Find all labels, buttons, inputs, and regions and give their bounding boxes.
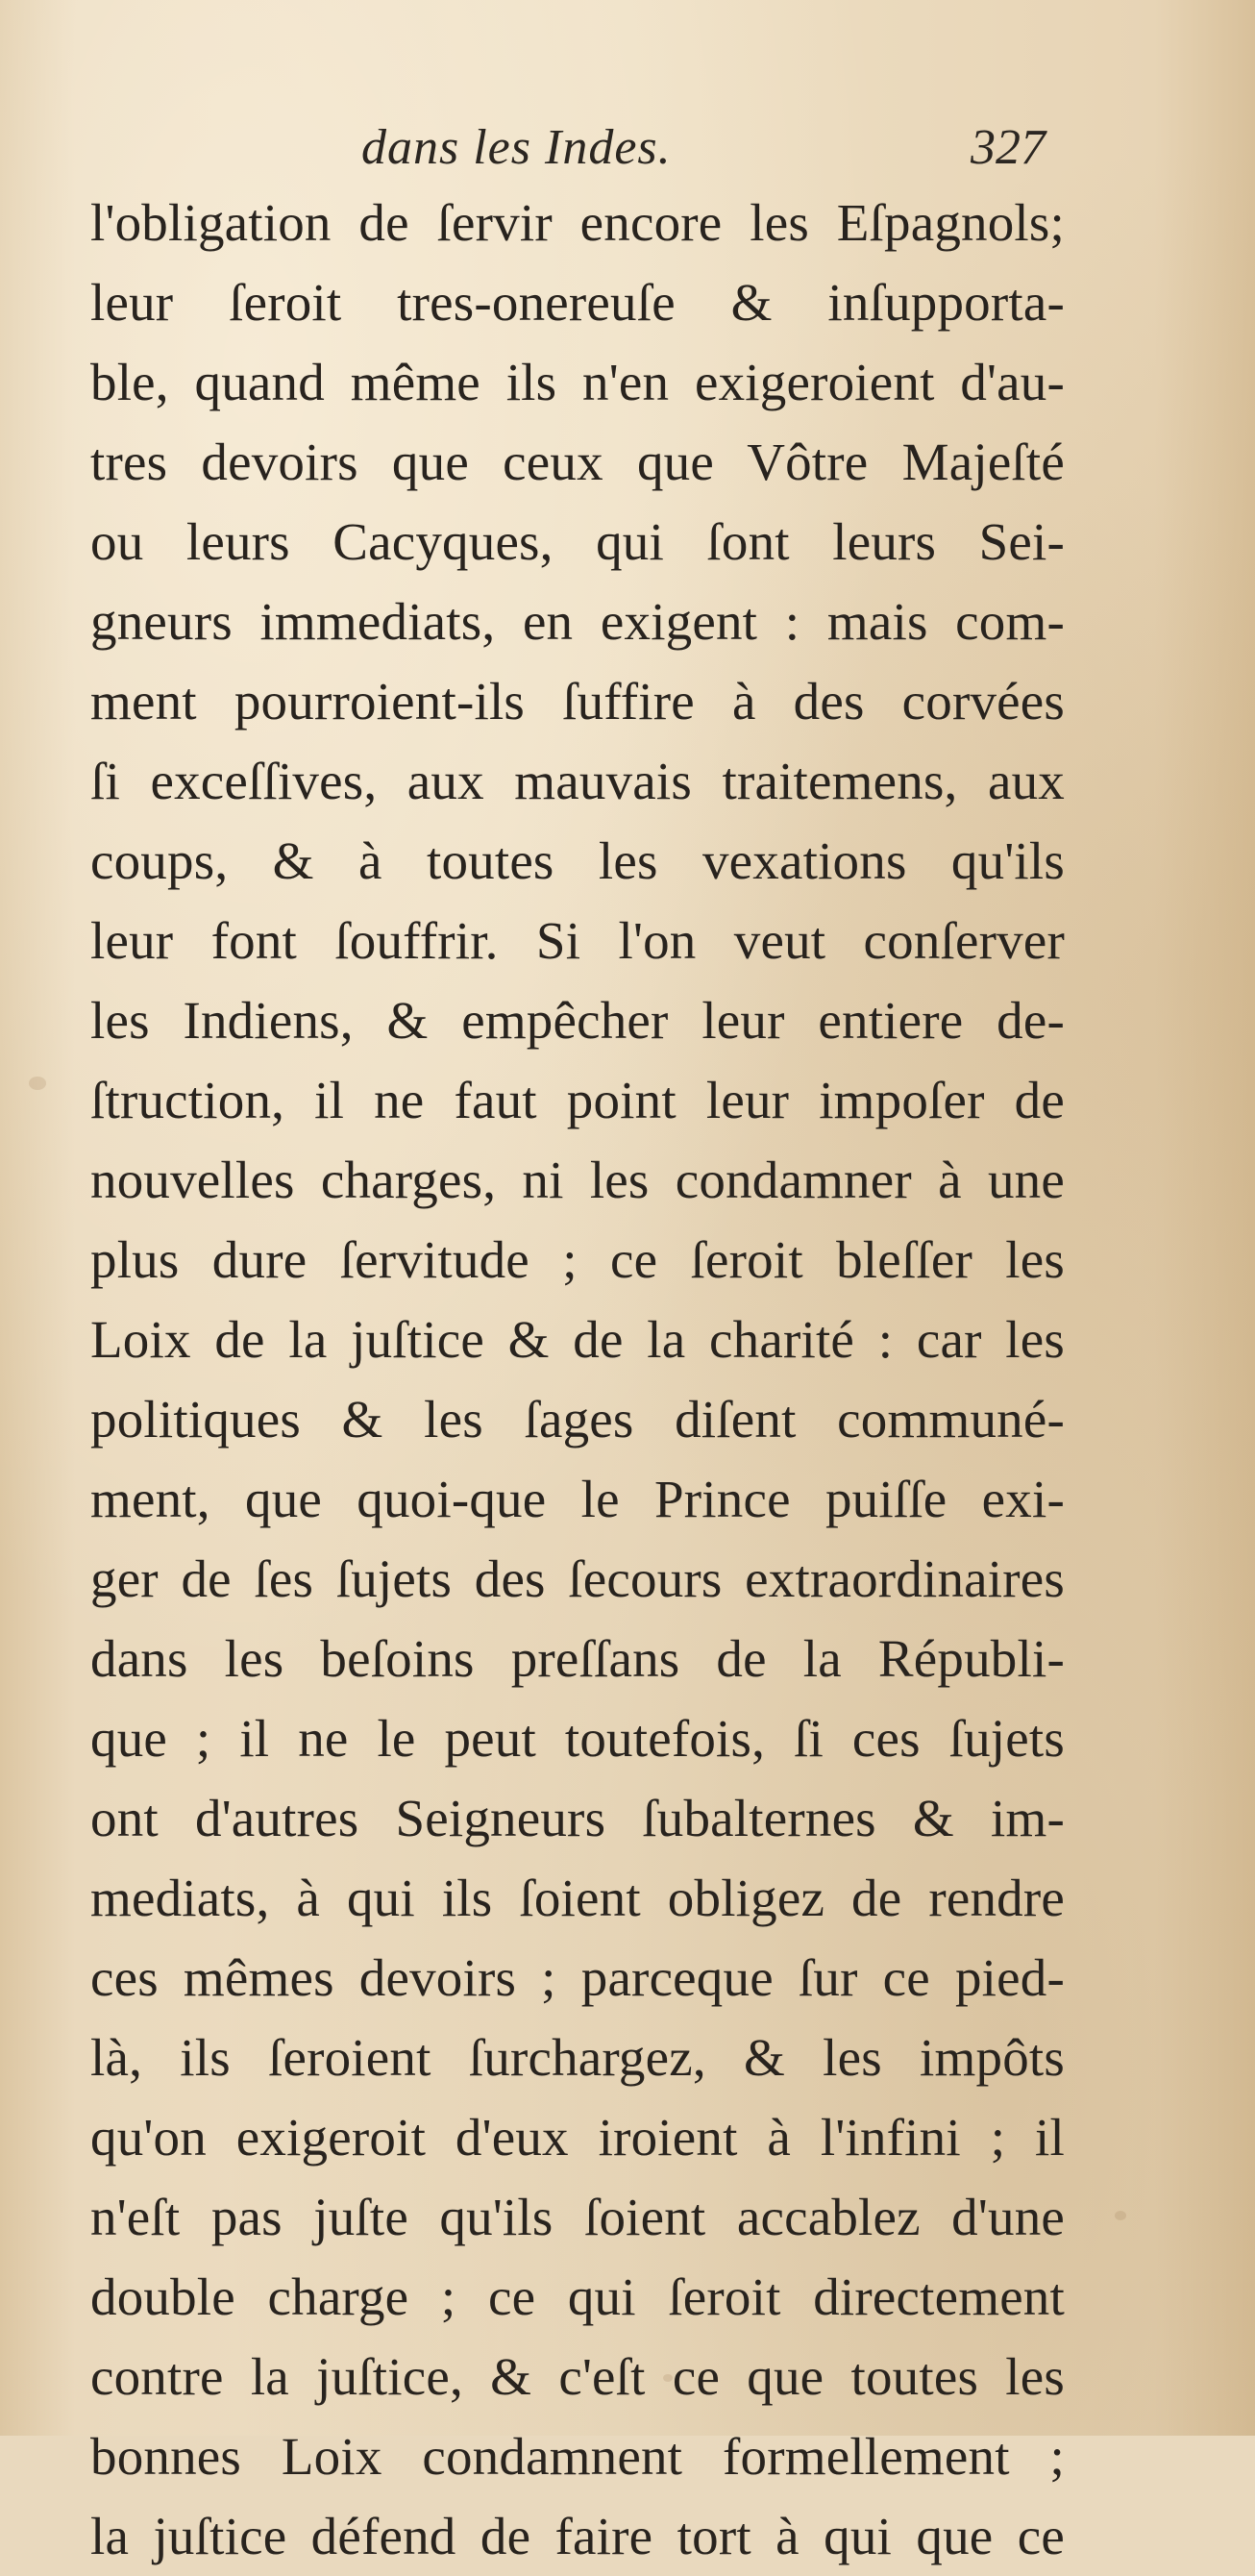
text-line: double charge ; ce qui ſeroit directement — [90, 2267, 1065, 2326]
page-header — [361, 113, 1053, 183]
paper-foxing-spot — [1115, 2211, 1126, 2220]
page-number: 327 — [971, 120, 1046, 175]
text-line: mediats, à qui ils ſoient obligez de rendre — [90, 1869, 1065, 1927]
text-line: là, ils ſeroient ſurchargez, & les impôts — [90, 2028, 1065, 2087]
text-line: ble, quand même ils n'en exigeroient d'au- — [90, 353, 1065, 411]
text-line: qu'on exigeroit d'eux iroient à l'infini ; il — [90, 2108, 1065, 2167]
text-line: ment pourroient-ils ſuffire à des corvées — [90, 672, 1065, 731]
text-line: n'eſt pas juſte qu'ils ſoient accablez d'une — [90, 2188, 1065, 2246]
text-line: politiques & les ſages diſent communé- — [90, 1390, 1065, 1449]
text-line: gneurs immediats, en exigent : mais com- — [90, 592, 1065, 651]
text-line: ger de ſes ſujets des ſecours extraordinaires — [90, 1549, 1065, 1608]
text-line: ſi exceſſives, aux mauvais traitemens, aux — [90, 752, 1065, 810]
text-line: nouvelles charges, ni les condamner à une — [90, 1151, 1065, 1209]
text-line: ces mêmes devoirs ; parceque ſur ce pied- — [90, 1948, 1065, 2007]
text-line: la juſtice défend de faire tort à qui que ce — [90, 2507, 1065, 2565]
running-head: dans les Indes. — [361, 120, 672, 175]
text-line: que ; il ne le peut toutefois, ſi ces ſujets — [90, 1709, 1065, 1768]
paper-foxing-spot — [29, 1077, 46, 1090]
text-line: coups, & à toutes les vexations qu'ils — [90, 831, 1065, 890]
text-line: ont d'autres Seigneurs ſubalternes & im- — [90, 1789, 1065, 1847]
text-line: contre la juſtice, & c'eſt ce que toutes les — [90, 2347, 1065, 2406]
text-line: ment, que quoi-que le Prince puiſſe exi- — [90, 1470, 1065, 1528]
text-line: tres devoirs que ceux que Vôtre Majeſté — [90, 433, 1065, 491]
body-text — [90, 183, 1065, 2576]
text-line: bonnes Loix condamnent formellement ; — [90, 2427, 1065, 2486]
text-line: leur ſeroit tres-onereuſe & inſupporta- — [90, 273, 1065, 332]
text-line: ou leurs Cacyques, qui ſont leurs Sei- — [90, 512, 1065, 571]
text-line: plus dure ſervitude ; ce ſeroit bleſſer les — [90, 1230, 1065, 1289]
text-line: Loix de la juſtice & de la charité : car les — [90, 1310, 1065, 1369]
text-line: les Indiens, & empêcher leur entiere de- — [90, 991, 1065, 1050]
text-line: l'obligation de ſervir encore les Eſpagnols; — [90, 193, 1065, 252]
text-line: ſtruction, il ne faut point leur impoſer de — [90, 1071, 1065, 1129]
text-line: leur font ſouffrir. Si l'on veut conſerver — [90, 911, 1065, 970]
text-line: dans les beſoins preſſans de la Républi- — [90, 1629, 1065, 1688]
